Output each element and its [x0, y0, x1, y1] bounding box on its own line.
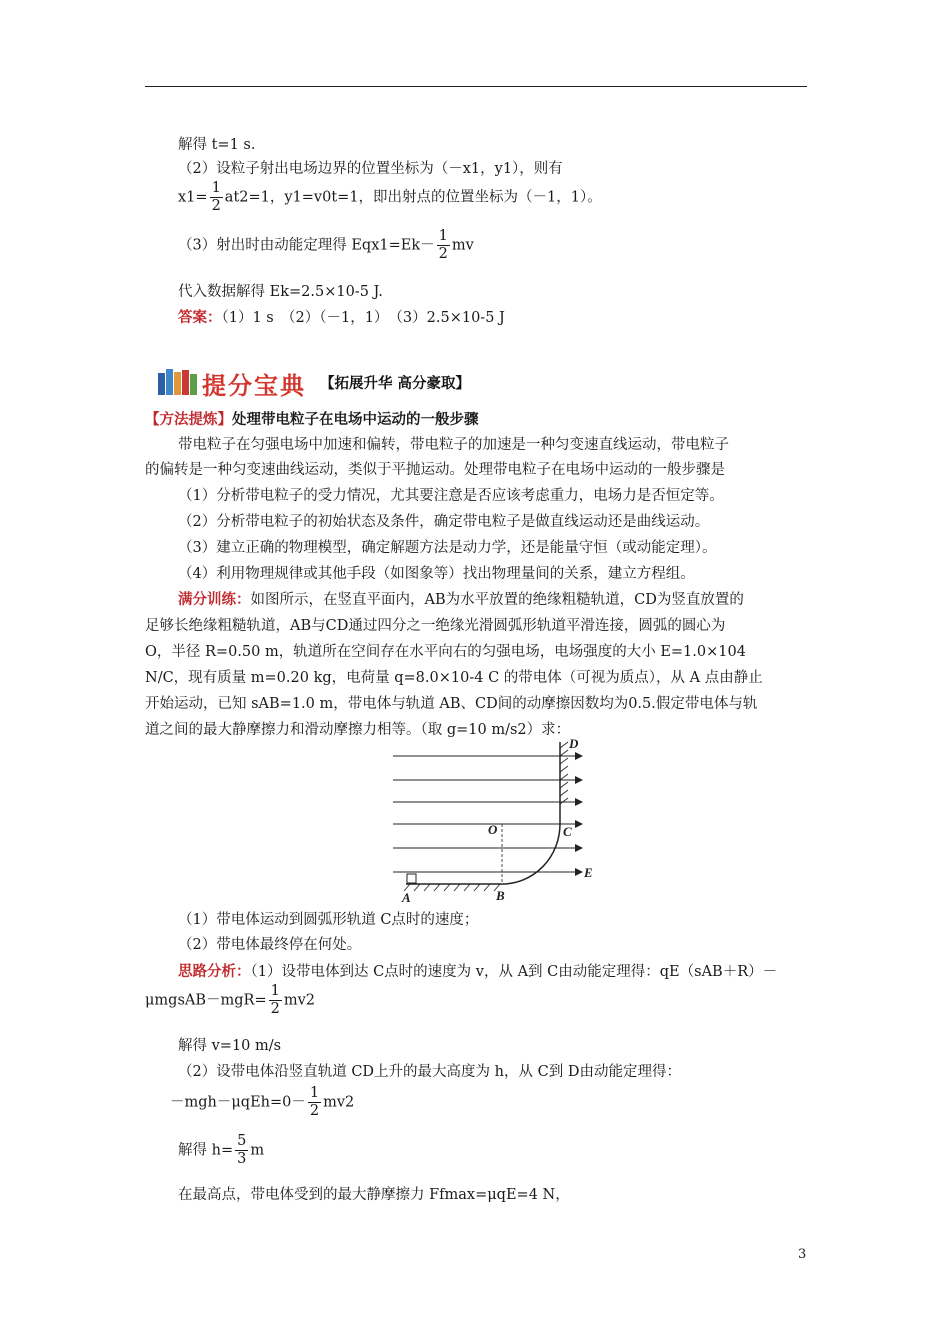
question-1: （1）带电体运动到圆弧形轨道 C点时的速度；	[178, 912, 479, 928]
arc-bc	[502, 824, 560, 884]
fraction: $\frac{5}{3}$	[237, 1133, 247, 1167]
page-number: 3	[798, 1247, 807, 1262]
solution-line-3: x1= $\frac{1}{2}$ at2=1，y1=v0t=1，即出射点的位置坐标为（－1，1）。	[178, 180, 602, 214]
label-o: O	[488, 822, 498, 837]
question-2: （2）带电体最终停在何处。	[178, 937, 362, 953]
training-label: 满分训练：	[178, 591, 251, 608]
method-label: 【方法提炼】	[145, 411, 232, 428]
solution-line-4: （3）射出时由动能定理得 Eqx1=Ek－ $\frac{1}{2}$ mv	[178, 228, 474, 262]
method-heading: 处理带电粒子在电场中运动的一般步骤	[232, 411, 479, 428]
fraction: $\frac{1}{2}$	[309, 1085, 320, 1119]
header-rule	[145, 86, 807, 87]
training-line-5: 开始运动，已知 sAB=1.0 m，带电体与轨道 AB、CD间的动摩擦因数均为0.5.假定带电体与轨	[145, 696, 758, 712]
method-step-2: （2）分析带电粒子的初始状态及条件，确定带电粒子是做直线运动还是曲线运动。	[178, 514, 710, 530]
method-heading-line	[145, 410, 479, 430]
solution-line-5: 代入数据解得 Ek=2.5×10-5 J.	[178, 284, 383, 300]
method-step-4: （4）利用物理规律或其他手段（如图象等）找出物理量间的关系，建立方程组。	[178, 566, 695, 582]
label-b: B	[496, 888, 505, 903]
analysis-label: 思路分析：	[178, 963, 251, 980]
track-diagram	[388, 734, 598, 904]
training-line-6: 道之间的最大静摩擦力和滑动摩擦力相等。（取 g=10 m/s2）求：	[145, 722, 571, 738]
method-paragraph-1: 带电粒子在匀强电场中加速和偏转，带电粒子的加速是一种匀变速直线运动，带电粒子	[178, 437, 729, 453]
charged-body	[407, 874, 416, 883]
solution-line-2: （2）设粒子射出电场边界的位置坐标为（－x1，y1），则有	[178, 161, 563, 177]
hatch-cd	[560, 742, 568, 804]
fraction: $\frac{1}{2}$	[211, 180, 221, 214]
analysis-line-7: 在最高点，带电体受到的最大静摩擦力 Ffmax=μqE=4 N，	[178, 1187, 570, 1203]
banner-subtitle: 【拓展升华 高分豪取】	[320, 376, 471, 392]
label-d: D	[569, 736, 579, 751]
analysis-line-5: －mgh－μqEh=0－ $\frac{1}{2}$ mv2	[170, 1085, 355, 1119]
answer-label: 答案：	[178, 309, 222, 326]
fraction: $\frac{1}{2}$	[270, 983, 280, 1017]
analysis-line-4: （2）设带电体沿竖直轨道 CD上升的最大高度为 h，从 C到 D由动能定理得：	[178, 1064, 681, 1080]
analysis-line-3: 解得 v=10 m/s	[178, 1038, 282, 1054]
answer-line	[178, 308, 505, 328]
method-step-3: （3）建立正确的物理模型，确定解题方法是动力学，还是能量守恒（或动能定理）。	[178, 540, 717, 556]
label-c: C	[563, 824, 572, 839]
label-a: A	[402, 890, 411, 904]
banner-title: 提分宝典	[202, 372, 306, 400]
label-e: E	[584, 865, 593, 880]
training-line-4: N/C，现有质量 m=0.20 kg，电荷量 q=8.0×10-4 C 的带电体（可视为质点），从 A 点由静止	[145, 670, 763, 686]
analysis-line-6: 解得 h= $\frac{5}{3}$ m	[178, 1133, 265, 1167]
training-line-1: 满分训练：如图所示，在竖直平面内，AB为水平放置的绝缘粗糙轨道，CD为竖直放置的	[178, 591, 744, 608]
method-paragraph-2: 的偏转是一种匀变速曲线运动，类似于平抛运动。处理带电粒子在电场中运动的一般步骤是	[145, 462, 725, 478]
training-line-3: O，半径 R=0.50 m，轨道所在空间存在水平向右的匀强电场，电场强度的大小 E=1.0×104	[145, 644, 746, 660]
hatch-ab	[404, 884, 500, 891]
answer-text: （1）1 s （2）（－1，1） （3）2.5×10-5 J	[221, 310, 505, 326]
method-step-1: （1）分析带电粒子的受力情况，尤其要注意是否应该考虑重力，电场力是否恒定等。	[178, 488, 724, 504]
solution-line-1: 解得 t=1 s.	[178, 137, 256, 153]
books-icon	[156, 367, 200, 397]
training-line-2: 足够长绝缘粗糙轨道，AB与CD通过四分之一绝缘光滑圆弧形轨道平滑连接，圆弧的圆心为	[145, 618, 726, 634]
section-banner	[156, 365, 496, 400]
analysis-line-2: μmgsAB－mgR= $\frac{1}{2}$ mv2	[145, 983, 316, 1017]
analysis-line-1: 思路分析：（1）设带电体到达 C点时的速度为 v，从 A到 C由动能定理得：qE（sAB＋R）－	[178, 963, 778, 980]
fraction: $\frac{1}{2}$	[438, 228, 448, 262]
